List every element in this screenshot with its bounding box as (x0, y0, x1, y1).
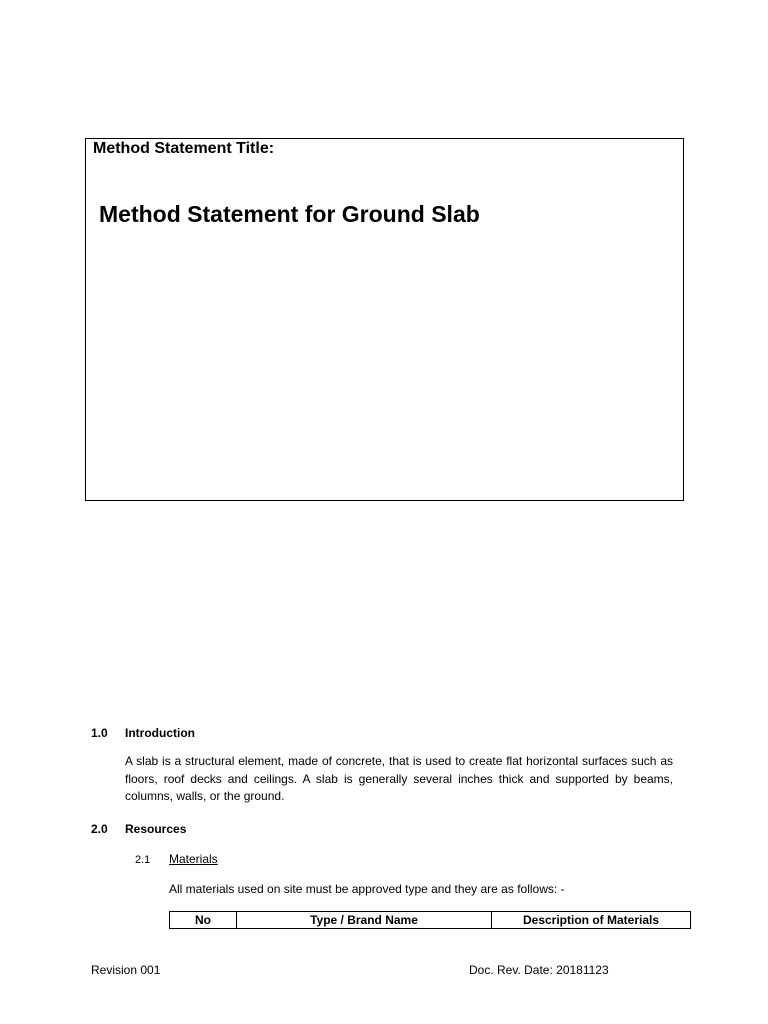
introduction-paragraph: A slab is a structural element, made of concrete, that is used to create flat horizontal surfaces such as floors, roof decks and ceilings. A slab is generally several inches thick and supported by beams, columns, walls, or the ground. (125, 754, 673, 803)
footer-doc-rev-date: Doc. Rev. Date: 20181123 (469, 963, 609, 977)
section-number-introduction: 1.0 (91, 726, 108, 740)
section-number-resources: 2.0 (91, 822, 108, 836)
subsection-number-materials: 2.1 (135, 854, 151, 866)
document-title: Method Statement for Ground Slab (99, 201, 480, 227)
table-header-description: Description of Materials (492, 912, 691, 929)
title-label: Method Statement Title: (93, 140, 275, 157)
materials-table (169, 911, 691, 929)
table-header-no: No (170, 912, 237, 929)
subsection-title-materials: Materials (169, 852, 218, 866)
table-header-type-brand: Type / Brand Name (237, 912, 492, 929)
section-title-resources: Resources (125, 822, 187, 836)
section-title-introduction: Introduction (125, 726, 195, 740)
footer-revision: Revision 001 (91, 963, 161, 977)
table-header-row (170, 912, 691, 929)
materials-intro-text: All materials used on site must be approved type and they are as follows: - (169, 882, 565, 896)
title-box (85, 138, 684, 501)
